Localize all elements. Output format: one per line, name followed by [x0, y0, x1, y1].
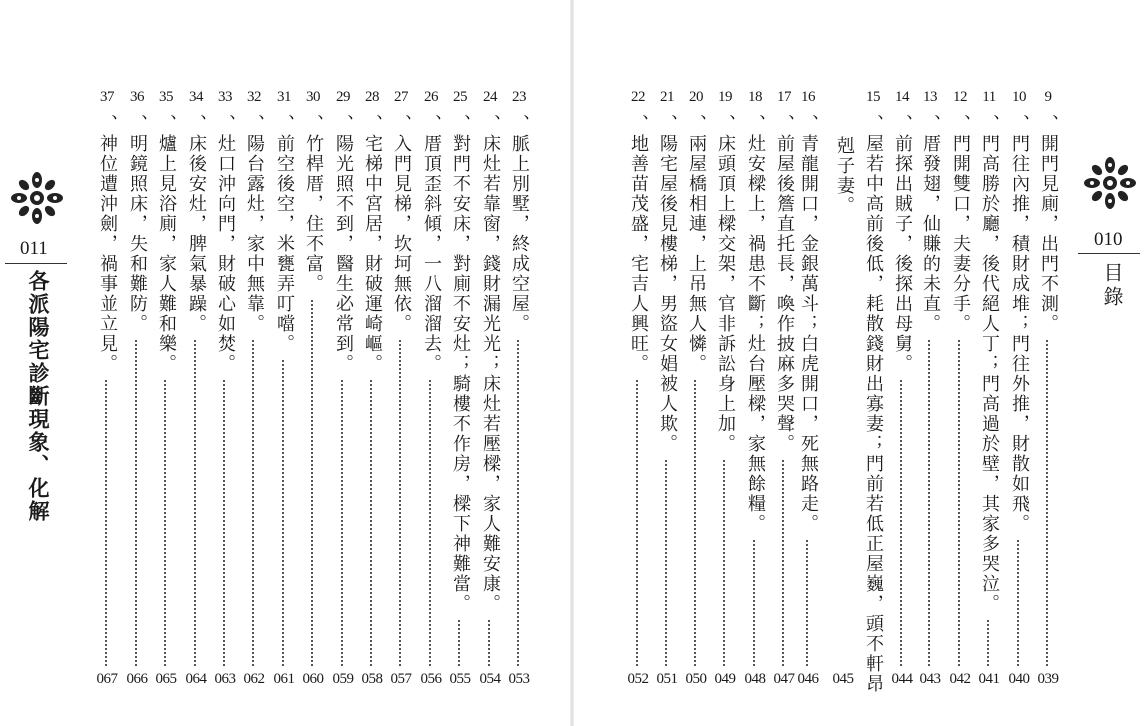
left-page: [0, 0, 572, 726]
dot-leader: [429, 380, 431, 666]
toc-entry: [744, 88, 766, 688]
entry-page-number: 067: [96, 671, 118, 687]
entry-page-number: 065: [155, 671, 177, 687]
toc-entry: [978, 88, 1000, 688]
entry-title: 、入門見梯，坎坷無依。: [391, 114, 412, 334]
toc-entry: [891, 88, 913, 688]
entry-title: 、床頭頂上樑交架，官非訴訟身上加。: [715, 114, 736, 454]
dot-leader: [958, 340, 960, 666]
entry-title: 、前空後空，米甕弄叮噹。: [274, 114, 295, 354]
entry-title: 、兩屋橋相連，上吊無人憐。: [686, 114, 707, 374]
entry-page-number: 041: [978, 671, 1000, 687]
entry-number: 33: [218, 89, 232, 105]
toc-entry: [361, 88, 383, 688]
entry-number: 36: [130, 89, 144, 105]
entry-title: 、竹桿厝，住不富。: [303, 114, 324, 294]
entry-number: 29: [336, 89, 350, 105]
entry-page-number: 058: [361, 671, 383, 687]
entry-number: 12: [953, 89, 967, 105]
dot-leader: [164, 380, 166, 666]
dot-leader: [723, 460, 725, 666]
toc-entry: [420, 88, 442, 688]
toc-entry: [1008, 88, 1030, 688]
entry-page-number: 055: [449, 671, 471, 687]
entry-page-number: 043: [919, 671, 941, 687]
entry-page-number: 042: [949, 671, 971, 687]
entry-page-number: 061: [273, 671, 295, 687]
title-rule: [1078, 253, 1140, 254]
entry-title: 、陽宅屋後見樓梯，男盜女娼被人欺。: [657, 114, 678, 454]
dot-leader: [488, 620, 490, 666]
entry-number: 10: [1012, 89, 1026, 105]
entry-number: 9: [1044, 89, 1052, 105]
entry-page-number: 039: [1037, 671, 1059, 687]
dot-leader: [782, 460, 784, 666]
entry-title: 、床灶若靠窗，錢財漏光光；床灶若壓樑，家人難安康。: [480, 114, 501, 614]
entry-page-number: 054: [479, 671, 501, 687]
toc-entry: [96, 88, 118, 688]
entry-page-number: 053: [508, 671, 530, 687]
entry-page-number: 049: [714, 671, 736, 687]
entry-page-number: 057: [390, 671, 412, 687]
entry-title: 、前屋後簷直托長，喚作披麻多哭聲。: [774, 114, 795, 454]
dot-leader: [806, 540, 808, 666]
toc-entry: [949, 88, 971, 688]
toc-entry: [656, 88, 678, 688]
toc-entry: [332, 88, 354, 688]
entry-title: 、地善苗茂盛，宅吉人興旺。: [628, 114, 649, 374]
entry-title: 、厝發翅，仙賺的未直。: [920, 114, 941, 334]
entry-title: 、灶口沖向門，財破心如焚。: [215, 114, 236, 374]
entry-title: 、陽光照不到，醫生必常到。: [333, 114, 354, 374]
toc-entry: [214, 88, 236, 688]
entry-title: 、宅梯中宮居，財破運崎嶇。: [362, 114, 383, 374]
entry-page-number: 048: [744, 671, 766, 687]
toc-entry: [479, 88, 501, 688]
entry-number: 23: [512, 89, 526, 105]
entry-number: 18: [748, 89, 762, 105]
toc-entry: [126, 88, 148, 688]
entry-title: 、陽台露灶，家中無靠。: [244, 114, 265, 334]
dot-leader: [341, 380, 343, 666]
right-page: [572, 0, 1145, 726]
entry-number: 27: [394, 89, 408, 105]
dot-leader: [517, 340, 519, 666]
entry-title: 、門開雙口，夫妻分手。: [950, 114, 971, 334]
entry-title: 、對門不安床，對廁不安灶；騎樓不作房，樑下神難當。: [450, 114, 471, 614]
toc-entry: [302, 88, 324, 688]
entry-page-number: 052: [627, 671, 649, 687]
entry-number: 35: [159, 89, 173, 105]
entry-number: 26: [424, 89, 438, 105]
entry-number: 25: [453, 89, 467, 105]
toc-entry: [627, 88, 649, 688]
entry-number: 31: [277, 89, 291, 105]
dot-leader: [753, 540, 755, 666]
book-title: 各派陽宅診斷現象、化解: [26, 270, 51, 523]
dot-leader: [665, 460, 667, 666]
entry-number: 22: [631, 89, 645, 105]
entry-title: 、厝頂歪斜傾，一八溜溜去。: [421, 114, 442, 374]
dot-leader: [636, 380, 638, 666]
toc-entry: [273, 88, 295, 688]
dot-leader: [458, 620, 460, 666]
entry-page-number: 047: [773, 671, 795, 687]
entry-page-number: 051: [656, 671, 678, 687]
dot-leader: [252, 340, 254, 666]
toc-entry: [390, 88, 412, 688]
entry-page-number: 066: [126, 671, 148, 687]
dot-leader: [1017, 540, 1019, 666]
entry-title: 、青龍開口，金銀萬斗；白虎開口，死無路走。: [798, 114, 819, 534]
entry-page-number: 063: [214, 671, 236, 687]
dot-leader: [987, 620, 989, 666]
entry-number: 17: [777, 89, 791, 105]
entry-number: 34: [189, 89, 203, 105]
toc-entry: [797, 88, 819, 688]
entry-page-number: 040: [1008, 671, 1030, 687]
dot-leader: [1046, 340, 1048, 666]
floral-ornament-icon: [7, 168, 67, 228]
dot-leader: [399, 340, 401, 666]
entry-title: 、門往內推，積財成堆；門往外推，財散如飛。: [1009, 114, 1030, 534]
dot-leader: [370, 380, 372, 666]
entry-number: 20: [689, 89, 703, 105]
entry-page-number: 056: [420, 671, 442, 687]
toc-entry: [685, 88, 707, 688]
dot-leader: [194, 340, 196, 666]
toc-entry: [185, 88, 207, 688]
entry-title-line: 、屋若中高前後低，耗散錢財出寡妻；門前若低正屋巍，頭不軒昂: [863, 114, 884, 694]
entry-title-line: 剋子妻。: [834, 136, 855, 216]
entry-number: 16: [801, 89, 815, 105]
entry-page-number: 044: [891, 671, 913, 687]
entry-number: 37: [100, 89, 114, 105]
toc-entry: [714, 88, 736, 688]
page-folio: 010: [1094, 229, 1123, 250]
entry-number: 19: [718, 89, 732, 105]
dot-leader: [694, 380, 696, 666]
entry-page-number: 045: [832, 671, 854, 687]
toc-entry: [1037, 88, 1059, 688]
toc-entry: [155, 88, 177, 688]
entry-title: 、床後安灶，脾氣暴躁。: [186, 114, 207, 334]
entry-number: 32: [247, 89, 261, 105]
toc-entry: [243, 88, 265, 688]
toc-entry: [832, 88, 854, 688]
section-title: 目錄: [1100, 262, 1124, 310]
toc-entry: [508, 88, 530, 688]
dot-leader: [223, 380, 225, 666]
dot-leader: [282, 360, 284, 666]
toc-entry: [449, 88, 471, 688]
entry-number: 14: [895, 89, 909, 105]
entry-page-number: 046: [797, 671, 819, 687]
entry-title: 、開門見廁，出門不測。: [1038, 114, 1059, 334]
entry-number: 11: [982, 89, 996, 105]
title-rule: [5, 263, 67, 264]
entry-page-number: 062: [243, 671, 265, 687]
toc-entry: [773, 88, 795, 688]
floral-ornament-icon: [1080, 153, 1140, 213]
dot-leader: [928, 340, 930, 666]
entry-page-number: 050: [685, 671, 707, 687]
entry-title: 、脈上別墅，終成空屋。: [509, 114, 530, 334]
entry-title: 、神位遭沖劍，禍事並立見。: [97, 114, 118, 374]
dot-leader: [135, 340, 137, 666]
entry-title: 、前探出賊子，後探出母舅。: [892, 114, 913, 374]
dot-leader: [311, 300, 313, 666]
entry-page-number: 064: [185, 671, 207, 687]
dot-leader: [900, 380, 902, 666]
entry-number: 13: [923, 89, 937, 105]
entry-title: 、門高勝於廳，後代絕人丁；門高過於壁，其家多哭泣。: [979, 114, 1000, 614]
entry-page-number: 060: [302, 671, 324, 687]
entry-title: 、明鏡照床，失和難防。: [127, 114, 148, 334]
entry-number: 28: [365, 89, 379, 105]
toc-entry: [919, 88, 941, 688]
entry-title: 、灶安樑上，禍患不斷；灶台壓樑，家無餘糧。: [745, 114, 766, 534]
entry-title: 、爐上見浴廁，家人難和樂。: [156, 114, 177, 374]
entry-number: 30: [306, 89, 320, 105]
dot-leader: [105, 380, 107, 666]
entry-number: 15: [866, 89, 880, 105]
entry-page-number: 059: [332, 671, 354, 687]
entry-number: 21: [660, 89, 674, 105]
entry-number: 24: [483, 89, 497, 105]
page-folio: 011: [20, 238, 48, 259]
